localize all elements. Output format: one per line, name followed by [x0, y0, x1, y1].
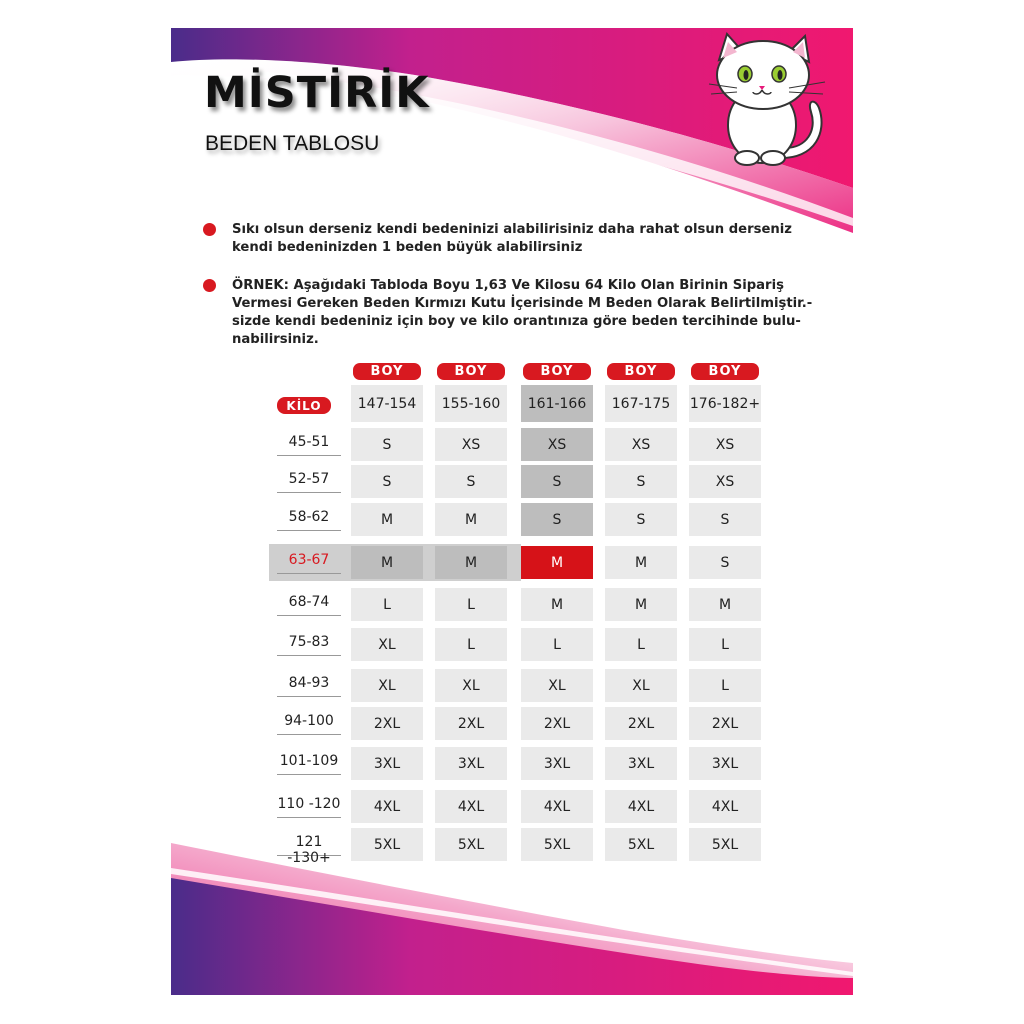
size-cell: S — [435, 465, 507, 498]
boy-header-badge: BOY — [353, 363, 421, 380]
size-cell: M — [351, 546, 423, 579]
size-cell: L — [689, 669, 761, 702]
size-cell: 4XL — [521, 790, 593, 823]
size-cell: S — [521, 465, 593, 498]
weight-range-label: 52-57 — [277, 471, 341, 493]
size-cell: S — [689, 503, 761, 536]
height-range-cell: 161-166 — [521, 385, 593, 422]
page-subtitle: BEDEN TABLOSU — [205, 132, 380, 155]
size-cell: S — [605, 503, 677, 536]
boy-header-badge: BOY — [691, 363, 759, 380]
size-cell: 3XL — [435, 747, 507, 780]
size-cell: XS — [689, 465, 761, 498]
height-range-cell: 147-154 — [351, 385, 423, 422]
size-cell: 3XL — [521, 747, 593, 780]
size-chart-sheet — [171, 28, 853, 995]
weight-range-label: 84-93 — [277, 675, 341, 697]
size-cell: 4XL — [435, 790, 507, 823]
size-cell: 2XL — [521, 707, 593, 740]
size-cell: 5XL — [521, 828, 593, 861]
size-cell: M — [435, 503, 507, 536]
cat-mascot-icon — [707, 30, 837, 170]
kilo-header-badge: KİLO — [277, 397, 331, 414]
size-cell: 2XL — [351, 707, 423, 740]
size-cell: S — [605, 465, 677, 498]
weight-range-label: 94-100 — [277, 713, 341, 735]
brand-logo-text: MİSTİRİK — [204, 68, 430, 118]
size-cell: 3XL — [689, 747, 761, 780]
size-cell: M — [351, 503, 423, 536]
size-cell: M — [605, 588, 677, 621]
size-cell: L — [351, 588, 423, 621]
size-cell: 2XL — [605, 707, 677, 740]
weight-range-label: 110 -120 — [277, 796, 341, 818]
size-cell: 5XL — [689, 828, 761, 861]
size-cell: XS — [521, 428, 593, 461]
boy-header-badge: BOY — [523, 363, 591, 380]
size-cell: 3XL — [351, 747, 423, 780]
size-cell: 5XL — [435, 828, 507, 861]
size-cell: L — [605, 628, 677, 661]
size-cell: M — [521, 546, 593, 579]
note-text: Sıkı olsun derseniz kendi bedeninizi alabilirisiniz daha rahat olsun derseniz kendi bedeninizden 1 beden büyük alabilirsiniz — [232, 222, 792, 255]
size-cell: L — [689, 628, 761, 661]
size-cell: 4XL — [689, 790, 761, 823]
size-cell: L — [435, 628, 507, 661]
size-cell: L — [521, 628, 593, 661]
bullet-dot-icon — [203, 223, 216, 236]
boy-header-badge: BOY — [437, 363, 505, 380]
size-cell: XL — [605, 669, 677, 702]
size-cell: M — [605, 546, 677, 579]
size-cell: S — [351, 465, 423, 498]
size-cell: XL — [521, 669, 593, 702]
size-cell: 2XL — [435, 707, 507, 740]
height-range-cell: 176-182+ — [689, 385, 761, 422]
size-cell: L — [435, 588, 507, 621]
size-cell: 2XL — [689, 707, 761, 740]
size-cell: XL — [351, 669, 423, 702]
weight-range-label: 121 -130+ — [277, 834, 341, 856]
size-cell: 5XL — [351, 828, 423, 861]
note-example — [209, 277, 819, 349]
size-cell: 5XL — [605, 828, 677, 861]
size-cell: XS — [435, 428, 507, 461]
weight-range-label: 75-83 — [277, 634, 341, 656]
size-cell: M — [521, 588, 593, 621]
size-cell: XL — [435, 669, 507, 702]
boy-header-badge: BOY — [607, 363, 675, 380]
bullet-dot-icon — [203, 279, 216, 292]
height-range-cell: 155-160 — [435, 385, 507, 422]
weight-range-label: 58-62 — [277, 509, 341, 531]
size-cell: XS — [689, 428, 761, 461]
weight-range-label: 63-67 — [277, 552, 341, 574]
size-cell: XL — [351, 628, 423, 661]
note-text: ÖRNEK: Aşağıdaki Tabloda Boyu 1,63 Ve Kilosu 64 Kilo Olan Birinin Sipariş Vermesi Gereken Beden Kırmızı Kutu İçerisinde M Beden Olarak Belirtilmiştir.- sizde kendi bedeniniz için boy ve kilo orantınıza göre beden tercihinde bulu-nabilirsiniz. — [232, 278, 813, 347]
height-range-cell: 167-175 — [605, 385, 677, 422]
size-cell: 3XL — [605, 747, 677, 780]
weight-range-label: 45-51 — [277, 434, 341, 456]
size-cell: 4XL — [351, 790, 423, 823]
size-cell: 4XL — [605, 790, 677, 823]
size-cell: S — [351, 428, 423, 461]
size-cell: M — [689, 588, 761, 621]
weight-range-label: 101-109 — [277, 753, 341, 775]
weight-range-label: 68-74 — [277, 594, 341, 616]
size-cell: S — [689, 546, 761, 579]
size-cell: S — [521, 503, 593, 536]
note-fit-advice — [209, 221, 819, 257]
size-cell: XS — [605, 428, 677, 461]
size-cell: M — [435, 546, 507, 579]
